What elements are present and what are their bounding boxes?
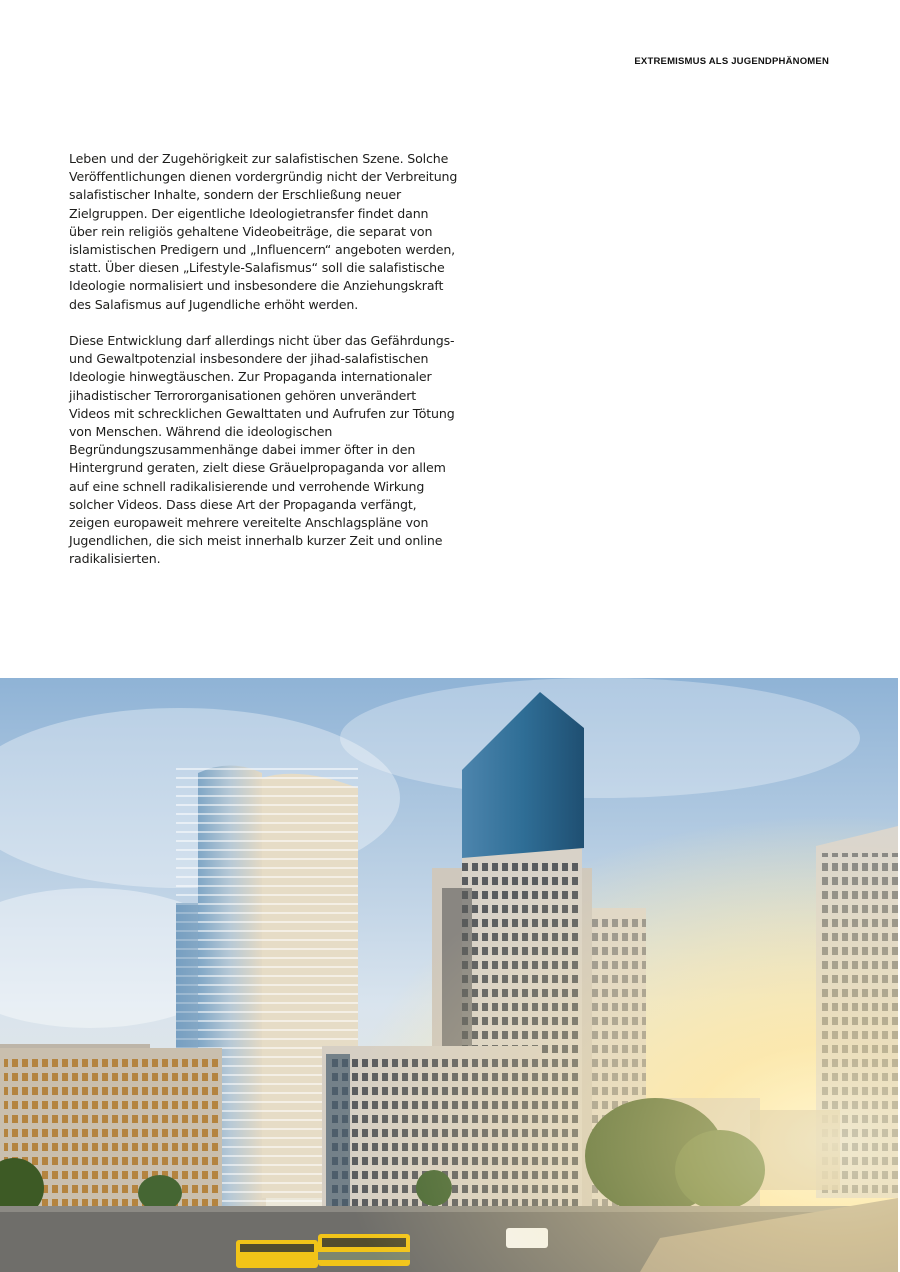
article-body — [69, 150, 459, 587]
paragraph-1: Leben und der Zugehörigkeit zur salafistischen Szene. Solche Veröffentlichungen dienen vordergründig nicht der Verbreitung salafistischer Inhalte, sondern der Erschließung neuer Zielgruppen. Der eigentliche Ideologietransfer findet dann über rein religiös gehaltene Videobeiträge, die separat von islamistischen Predigern und „Influencern“ angeboten werden, statt. Über diesen „Lifestyle-Salafismus“ soll die salafistische Ideologie normalisiert und insbesondere die Anziehungskraft des Salafismus auf Jugendliche erhöht werden. — [69, 151, 458, 312]
city-skyline-photo — [0, 678, 898, 1272]
running-header: EXTREMISMUS ALS JUGENDPHÄNOMEN — [634, 56, 829, 67]
paragraph-2: Diese Entwicklung darf allerdings nicht über das Gefährdungs- und Gewaltpotenzial insbesondere der jihad-salafistischen Ideologie hinwegtäuschen. Zur Propaganda internationaler jihadistischer Terrororganisationen gehören unverändert Videos mit schrecklichen Gewalttaten und Aufrufen zur Tötung von Menschen. Während die ideologischen Begründungszusammenhänge dabei immer öfter in den Hintergrund geraten, zielt diese Gräuelpropaganda vor allem auf eine schnell radikalisierende und verrohende Wirkung solcher Videos. Dass diese Art der Propaganda verfängt, zeigen europaweit mehrere vereitelte Anschlagspläne von Jugendlichen, die sich meist innerhalb kurzer Zeit und online radikalisierten. — [69, 333, 455, 567]
skyline-illustration — [0, 678, 898, 1272]
